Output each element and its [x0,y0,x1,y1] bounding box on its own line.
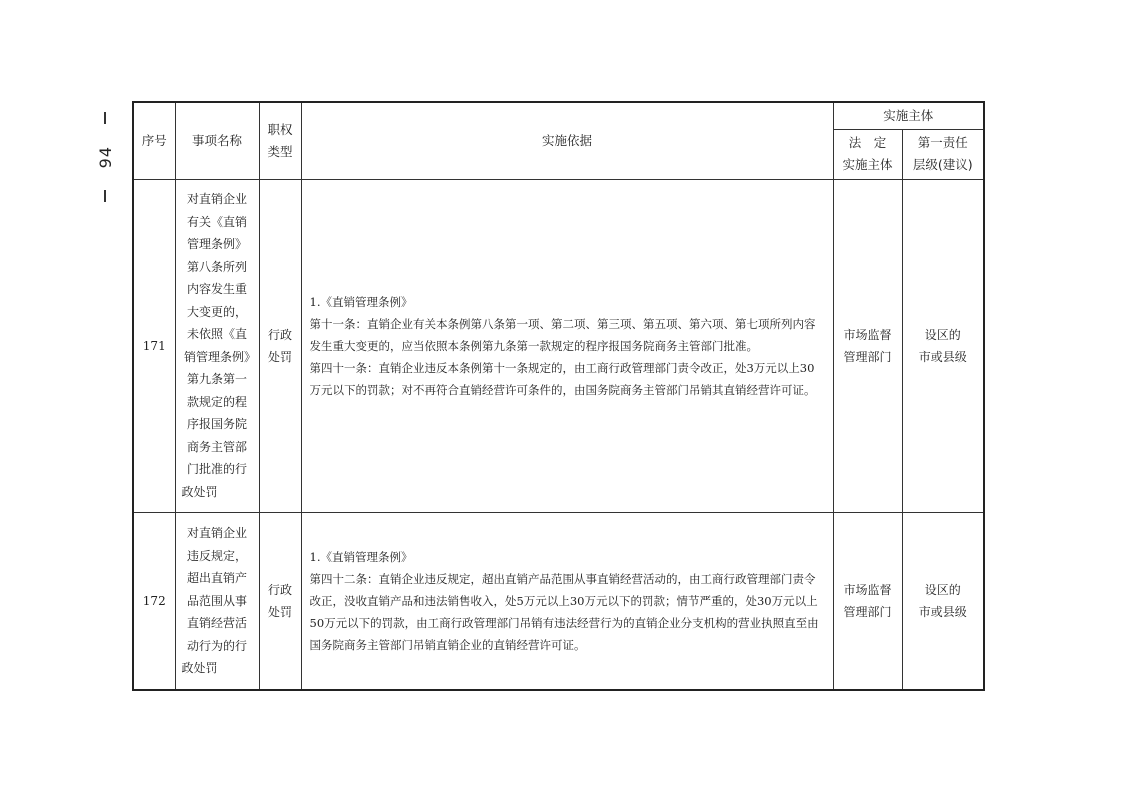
header-seq: 序号 [133,102,175,179]
header-legal-subject [833,129,902,179]
row-basis [301,512,833,690]
header-level-line2: 层级(建议) [912,157,973,172]
header-subject-group: 实施主体 [833,102,984,129]
basis-law-title: 1.《直销管理条例》 [309,294,413,309]
header-level-line1: 第一责任 [917,135,968,150]
row-legal-line1: 市场监督 [843,327,892,342]
row-type [259,179,301,512]
row-type-line1: 行政 [267,327,292,342]
row-legal-line2: 管理部门 [843,604,892,619]
header-type-line1: 职权 [267,121,293,137]
basis-law-title: 1.《直销管理条例》 [309,549,413,564]
header-type [259,102,301,179]
row-legal-subject [833,179,902,512]
row-name: 对直销企业违反规定，超出直销产品范围从事直销经营活动行为的行政处罚 [175,512,259,690]
header-type-line2: 类型 [267,143,293,159]
row-legal-subject [833,512,902,690]
row-type-line2: 处罚 [267,604,292,619]
row-name: 对直销企业有关《直销管理条例》第八条所列内容发生重大变更的，未依照《直销管理条例》第九条第一款规定的程序报国务院商务主管部门批准的行政处罚 [175,179,259,512]
basis-article: 第十一条：直销企业有关本条例第八条第一项、第二项、第三项、第五项、第六项、第七项所列内容发生重大变更的，应当依照本条例第九条第一款规定的程序报国务院商务主管部门批准。 [309,316,816,353]
table-row [133,512,984,690]
row-responsibility-level [902,179,984,512]
row-level-line2: 市或县级 [918,604,967,619]
page-number-text: 94 [95,145,115,169]
table-row [133,179,984,512]
row-level-line2: 市或县级 [918,349,967,364]
row-seq: 172 [133,512,175,690]
row-level-line1: 设区的 [924,327,961,342]
row-type [259,512,301,690]
header-legal-line1: 法 定 [848,135,887,150]
page-number-dash-bottom [104,190,106,202]
header-row-top [133,102,984,129]
row-seq: 171 [133,179,175,512]
row-level-line1: 设区的 [924,582,961,597]
row-type-line2: 处罚 [267,349,292,364]
row-responsibility-level [902,512,984,690]
row-basis [301,179,833,512]
matters-table [132,101,985,691]
row-type-line1: 行政 [267,582,292,597]
basis-article: 第四十一条：直销企业违反本条例第十一条规定的，由工商行政管理部门责令改正，处3万元以上30万元以下的罚款；对不再符合直销经营许可条件的，由国务院商务主管部门吊销其直销经营许可证。 [309,360,816,397]
row-legal-line1: 市场监督 [843,582,892,597]
page-number [90,112,120,202]
header-name: 事项名称 [175,102,259,179]
basis-article: 第四十二条：直销企业违反规定，超出直销产品范围从事直销经营活动的，由工商行政管理部门责令改正，没收直销产品和违法销售收入，处5万元以上30万元以下的罚款；情节严重的，处30万元以上50万元以下的罚款，由工商行政管理部门吊销有违法经营行为的直销企业分支机构的营业执照直至由国务院商务主管部门吊销直销企业的直销经营许可证。 [309,571,819,652]
header-basis: 实施依据 [301,102,833,179]
page-number-dash-top [104,112,106,124]
row-legal-line2: 管理部门 [843,349,892,364]
header-legal-line2: 实施主体 [842,157,893,172]
header-responsibility-level [902,129,984,179]
